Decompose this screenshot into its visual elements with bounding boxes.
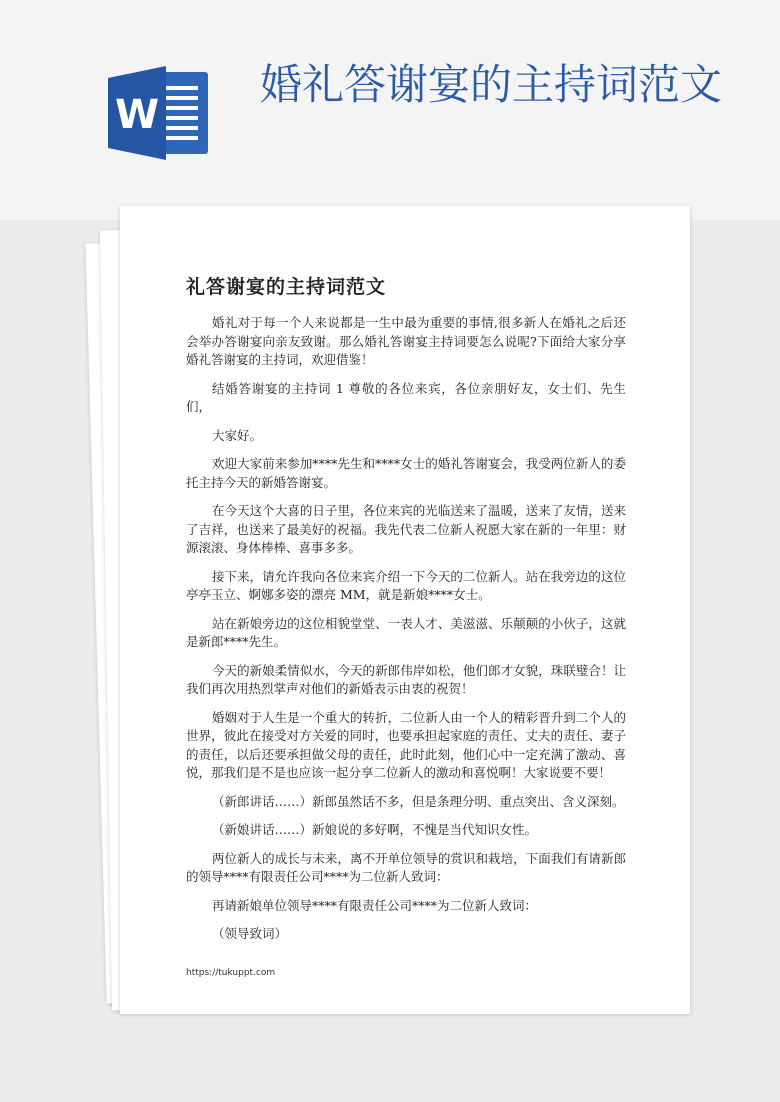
paragraph: 再请新娘单位领导****有限责任公司****为二位新人致词：: [212, 897, 538, 913]
paragraph: 接下来，请允许我向各位来宾介绍一下今天的二位新人。站在我旁边的这位亭亭玉立、婀娜多姿的漂亮 MM，就是新娘****女士。: [186, 568, 626, 602]
paragraph: 婚礼对于每一个人来说都是一生中最为重要的事情,很多新人在婚礼之后还会举办答谢宴向亲友致谢。那么婚礼答谢宴主持词要怎么说呢?下面给大家分享婚礼答谢宴的主持词，欢迎借鉴！: [186, 315, 626, 367]
document-body: [186, 314, 626, 954]
word-document-icon: [108, 66, 212, 160]
paragraph: 婚姻对于人生是一个重大的转折，二位新人由一个人的精彩晋升到二个人的世界，彼此在接受对方关爱的同时，也要承担起家庭的责任、丈夫的责任、妻子的责任，以后还要承担做父母的责任，此时此刻，他们心中一定充满了激动、喜悦，那我们是不是也应该一起分享二位新人的激动和喜悦啊！大家说要不要！: [186, 709, 626, 780]
document-page: [120, 206, 690, 1014]
footer-url[interactable]: https://tukuppt.com: [186, 968, 276, 978]
paragraph: （新郎讲话……）新郎虽然话不多，但是条理分明、重点突出、含义深刻。: [212, 793, 625, 809]
paragraph: 大家好。: [212, 427, 263, 443]
paragraph: 欢迎大家前来参加****先生和****女士的婚礼答谢宴会，我受两位新人的委托主持今天的新婚答谢宴。: [186, 456, 626, 490]
document-title: 礼答谢宴的主持词范文: [186, 276, 387, 298]
paragraph: 在今天这个大喜的日子里，各位来宾的光临送来了温暖，送来了友情，送来了吉祥，也送来了最美好的祝福。我先代表二位新人祝愿大家在新的一年里：财源滚滚、身体棒棒、喜事多多。: [186, 503, 626, 555]
paragraph: （新娘讲话……）新娘说的多好啊，不愧是当代知识女性。: [212, 822, 538, 837]
page-title: 婚礼答谢宴的主持词范文: [260, 60, 723, 109]
paragraph: 结婚答谢宴的主持词 1 尊敬的各位来宾，各位亲朋好友，女士们、先生们，: [186, 380, 626, 414]
paragraph: 站在新娘旁边的这位相貌堂堂、一表人才、美滋滋、乐颠颠的小伙子，这就是新郎****先生。: [186, 615, 626, 649]
svg-text:W: W: [115, 92, 160, 138]
paragraph: （领导致词）: [212, 926, 288, 941]
paragraph: 两位新人的成长与未来，离不开单位领导的赏识和栽培，下面我们有请新郎的领导****有限责任公司****为二位新人致词：: [186, 850, 626, 884]
paragraph: 今天的新娘柔情似水，今天的新郎伟岸如松，他们郎才女貌，珠联璧合！让我们再次用热烈掌声对他们的新婚表示由衷的祝贺！: [186, 662, 626, 696]
